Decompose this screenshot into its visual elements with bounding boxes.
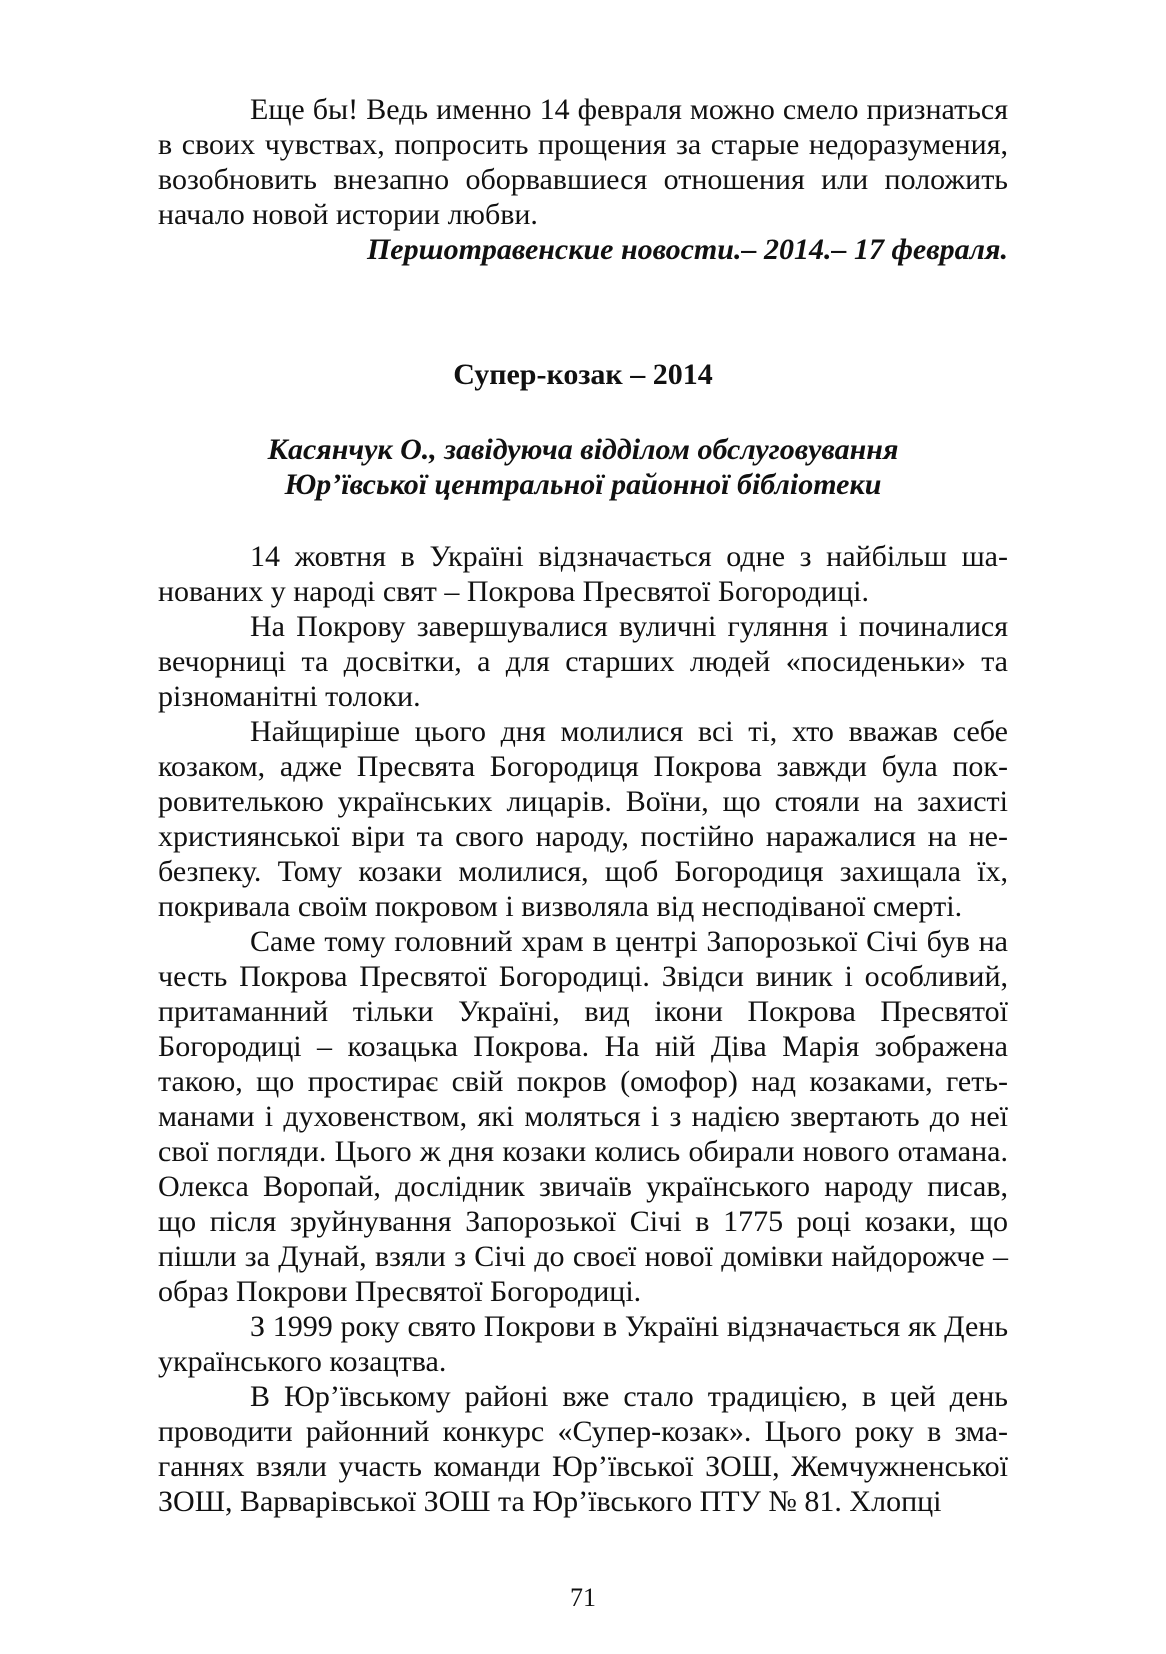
- article-body: [158, 539, 1008, 1519]
- article-paragraph-2: На Покрову завершувалися вуличні гуляння і починалися вечорниці та досвітки, а для старших людей «посиденьки» та різноманітні толоки.: [158, 610, 1008, 713]
- author-line-2: Юр’ївської центральної районної бібліотеки: [284, 468, 882, 501]
- article-paragraph-1: 14 жовтня в Україні відзначається одне з найбільш шанованих у народі свят – Покрова Пресвятої Богородиці.: [158, 540, 1008, 608]
- article-paragraph-5: З 1999 року свято Покрови в Україні відзначається як День українського козацтва.: [158, 1310, 1008, 1378]
- article-title: Супер-козак – 2014: [453, 358, 713, 391]
- article-paragraph-6: В Юр’ївському районі вже стало традицією, в цей день проводити районний конкурс «Супер-козак». Цього року в змаганнях взяли участь команди Юр’ївської ЗОШ, Жемчужненської ЗОШ, Варварівської ЗОШ та Юр’ївського ПТУ № 81. Хлопці: [158, 1380, 1008, 1518]
- article-author: [158, 432, 1008, 502]
- intro-source-citation: Першотравенские новости.– 2014.– 17 февраля.: [366, 233, 1008, 266]
- page-number: 71: [570, 1583, 596, 1612]
- page-body: [158, 92, 1008, 1519]
- article-paragraph-3: Найщиріше цього дня молилися всі ті, хто вважав себе козаком, адже Пресвята Богородиця Покрова завжди була покровителькою українських лицарів. Воїни, що стояли на захисті християнської віри та свого народу, постійно наражалися на небезпеку. Тому козаки молилися, щоб Богородиця захищала їх, покривала своїм покровом і визволяла від несподіваної смерті.: [158, 715, 1008, 923]
- article-paragraph-4: Саме тому головний храм в центрі Запорозької Січі був на честь Покрова Пресвятої Богородиці. Звідси виник і особливий, притаманний тільки Україні, вид ікони Покрова Пресвятої Богородиці – козацька Покрова. На ній Діва Марія зображена такою, що простирає свій покров (омофор) над козаками, гетьманами і духовенством, які моляться і з надією звертають до неї свої погляди. Цього ж дня козаки колись обирали нового отамана. Олекса Воропай, дослідник звичаїв українського народу писав, що після зруйнування Запорозької Січі в 1775 році козаки, що пішли за Дунай, взяли з Січі до своєї нової домівки найдорожче – образ Покрови Пресвятої Богородиці.: [158, 925, 1008, 1308]
- intro-paragraph: Еще бы! Ведь именно 14 февраля можно смело признаться в своих чувствах, попросить прощения за старые недоразумения, возобновить внезапно оборвавшиеся отношения или положить начало новой истории любви.: [158, 93, 1008, 231]
- author-line-1: Касянчук О., завідуюча відділом обслуговування: [267, 433, 899, 466]
